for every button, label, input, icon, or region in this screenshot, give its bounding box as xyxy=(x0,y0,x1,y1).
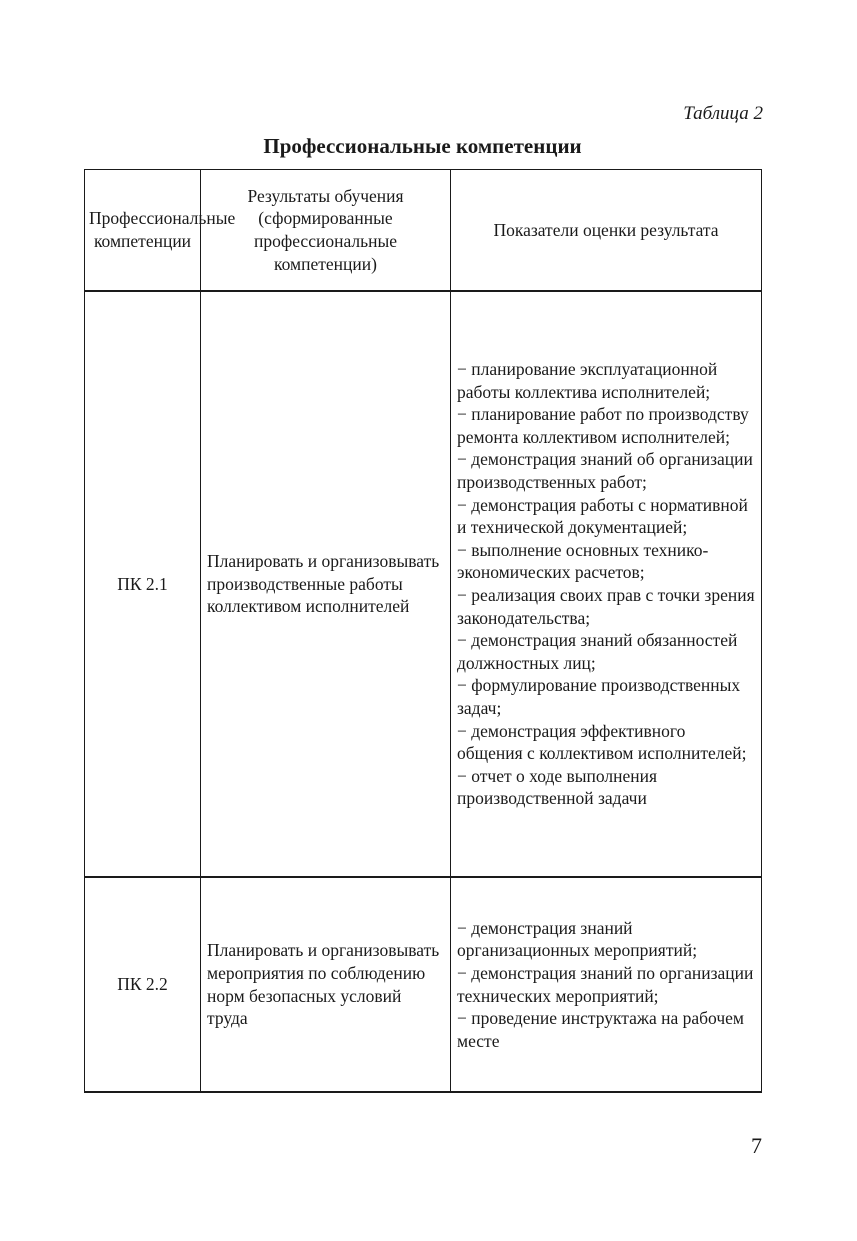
table-row xyxy=(85,291,762,877)
indicator-item: − выполнение основных технико-экономических расчетов; xyxy=(457,539,755,584)
table-label: Таблица 2 xyxy=(683,103,763,124)
competency-code-cell xyxy=(85,877,201,1092)
indicators-list xyxy=(457,917,755,1053)
indicator-item: − проведение инструктажа на рабочем месте xyxy=(457,1007,755,1052)
indicator-item: − планирование работ по производству ремонта коллективом исполнителей; xyxy=(457,403,755,448)
indicators-list xyxy=(457,358,755,810)
indicators-cell xyxy=(451,877,762,1092)
learning-result-text: Планировать и организовывать производственные работы коллективом исполнителей xyxy=(207,551,440,617)
table-row xyxy=(85,877,762,1092)
competency-code: ПК 2.1 xyxy=(117,573,168,594)
learning-result-text: Планировать и организовывать мероприятия по соблюдению норм безопасных условий труда xyxy=(207,940,440,1029)
learning-result-cell xyxy=(201,291,451,877)
column-header-text: Результаты обучения (сформированные профессиональные компетенции) xyxy=(247,185,404,274)
indicator-item: − демонстрация знаний обязанностей должностных лиц; xyxy=(457,629,755,674)
competency-code-cell xyxy=(85,291,201,877)
indicators-cell xyxy=(451,291,762,877)
column-header-text: Профессиональные компетенции xyxy=(89,208,236,251)
competencies-table xyxy=(84,169,762,1093)
column-header-learning-results xyxy=(201,170,451,292)
indicator-item: − демонстрация эффективного общения с коллективом исполнителей; xyxy=(457,720,755,765)
indicator-item: − демонстрация знаний об организации производственных работ; xyxy=(457,448,755,493)
learning-result-cell xyxy=(201,877,451,1092)
indicator-item: − демонстрация работы с нормативной и технической документацией; xyxy=(457,494,755,539)
indicator-item: − демонстрация знаний организационных мероприятий; xyxy=(457,917,755,962)
indicator-item: − реализация своих прав с точки зрения законодательства; xyxy=(457,584,755,629)
column-header-assessment-indicators xyxy=(451,170,762,292)
table-header-row xyxy=(85,170,762,292)
indicator-item: − отчет о ходе выполнения производственной задачи xyxy=(457,765,755,810)
column-header-text: Показатели оценки результата xyxy=(493,219,719,240)
table-title: Профессиональные компетенции xyxy=(263,134,582,158)
indicator-item: − формулирование производственных задач; xyxy=(457,674,755,719)
indicator-item: − демонстрация знаний по организации технических мероприятий; xyxy=(457,962,755,1007)
indicator-item: − планирование эксплуатационной работы коллектива исполнителей; xyxy=(457,358,755,403)
column-header-competencies xyxy=(85,170,236,292)
page-number: 7 xyxy=(751,1133,762,1158)
competency-code: ПК 2.2 xyxy=(117,974,168,995)
